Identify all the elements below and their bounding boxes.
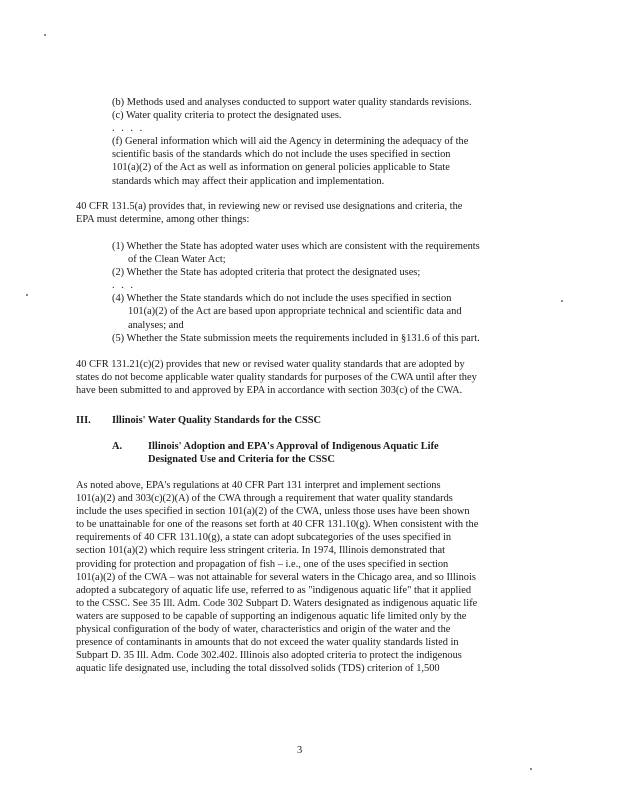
quote-line: of the Clean Water Act; [128,254,226,266]
paragraph-line: have been submitted to and approved by EPA in accordance with section 303(c) of the CWA. [76,385,463,397]
page-number: 3 [297,745,303,756]
quote-line: (4) Whether the State standards which do not include the uses specified in section [112,293,452,305]
quote-line: (f) General information which will aid the Agency in determining the adequacy of the [112,136,469,148]
paragraph-line: providing for protection and propagation of fish – i.e., one of the uses specified in section [76,558,449,570]
subsection-letter: A. [112,441,123,452]
paragraph-line: section 101(a)(2) which require less stringent criteria. In 1974, Illinois demonstrated that [76,545,446,557]
paragraph-line: 101(a)(2) of the CWA – was not attainable for several waters in the Chicago area, and so Illinois [76,571,476,583]
paragraph-line: 101(a)(2) and 303(c)(2)(A) of the CWA through a requirement that water quality standards [76,493,453,505]
paragraph-line: requirements of 40 CFR 131.10(g), a state can adopt subcategories of the uses specified in [76,532,452,544]
quote-line: 101(a)(2) of the Act are based upon appropriate technical and scientific data and [128,306,462,318]
quote-line: (1) Whether the State has adopted water uses which are consistent with the requirements [112,241,480,252]
paragraph-line: EPA must determine, among other things: [76,214,250,226]
regulation-quote-131-6 [112,96,472,188]
quote-line: 101(a)(2) of the Act as well as information on general policies applicable to State [112,162,450,174]
paragraph-line: states do not become applicable water quality standards for purposes of the CWA until after they [76,372,477,384]
paragraph-line: to the CSSC. See 35 Ill. Adm. Code 302 Subpart D. Waters designated as indigenous aquatic life [76,597,478,609]
paragraph-131-21 [76,358,477,397]
paragraph-line: aquatic life designated use, including the total dissolved solids (TDS) criterion of 1,500 [76,663,440,675]
paragraph-indigenous-aquatic-life [76,479,478,675]
paragraph-line: As noted above, EPA's regulations at 40 CFR Part 131 interpret and implement sections [76,480,441,491]
paragraph-line: to be unattainable for one of the reasons set forth at 40 CFR 131.10(g). When consistent with the [76,519,479,531]
regulation-quote-131-5 [112,240,480,345]
section-heading [76,414,91,427]
paragraph-line: waters are supposed to be capable of supporting an indigenous aquatic life limited only by the [76,610,467,622]
quote-line: scientific basis of the standards which do not include the uses specified in section [112,149,451,161]
section-title: Illinois' Water Quality Standards for the CSSC [112,415,322,426]
quote-line: standards which may affect their application and implementation. [112,175,385,187]
ellipsis: . . . . [112,123,145,135]
scan-speck [530,768,532,770]
subsection-title: Illinois' Adoption and EPA's Approval of Indigenous Aquatic Life Designated Use and Criteria for the CSSC [148,441,439,466]
quote-line: (c) Water quality criteria to protect the designated uses. [112,110,342,122]
section-number: III. [76,415,91,426]
scan-speck [26,294,28,296]
paragraph-line: physical configuration of the body of water, characteristics and origin of the water and the [76,624,451,636]
scan-speck [44,34,46,36]
paragraph-131-5 [76,200,462,226]
paragraph-line: 40 CFR 131.5(a) provides that, in reviewing new or revised use designations and criteria, the [76,201,463,212]
paragraph-line: presence of contaminants in amounts that do not exceed the water quality standards listed in [76,637,459,649]
paragraph-line: 40 CFR 131.21(c)(2) provides that new or revised water quality standards that are adopted by [76,359,465,370]
quote-line: (2) Whether the State has adopted criteria that protect the designated uses; [112,267,421,279]
paragraph-line: Subpart D. 35 Ill. Adm. Code 302.402. Illinois also adopted criteria to protect the indigenous [76,650,462,662]
quote-line: (5) Whether the State submission meets the requirements included in §131.6 of this part. [112,332,480,344]
paragraph-line: adopted a subcategory of aquatic life use, referred to as "indigenous aquatic life" that it applied [76,584,472,596]
paragraph-line: include the uses specified in section 101(a)(2) of the CWA, unless those uses have been shown [76,506,470,518]
scan-speck [561,300,563,302]
quote-line: analyses; and [128,319,184,331]
quote-line: (b) Methods used and analyses conducted to support water quality standards revisions. [112,97,472,108]
ellipsis: . . . [112,280,135,292]
